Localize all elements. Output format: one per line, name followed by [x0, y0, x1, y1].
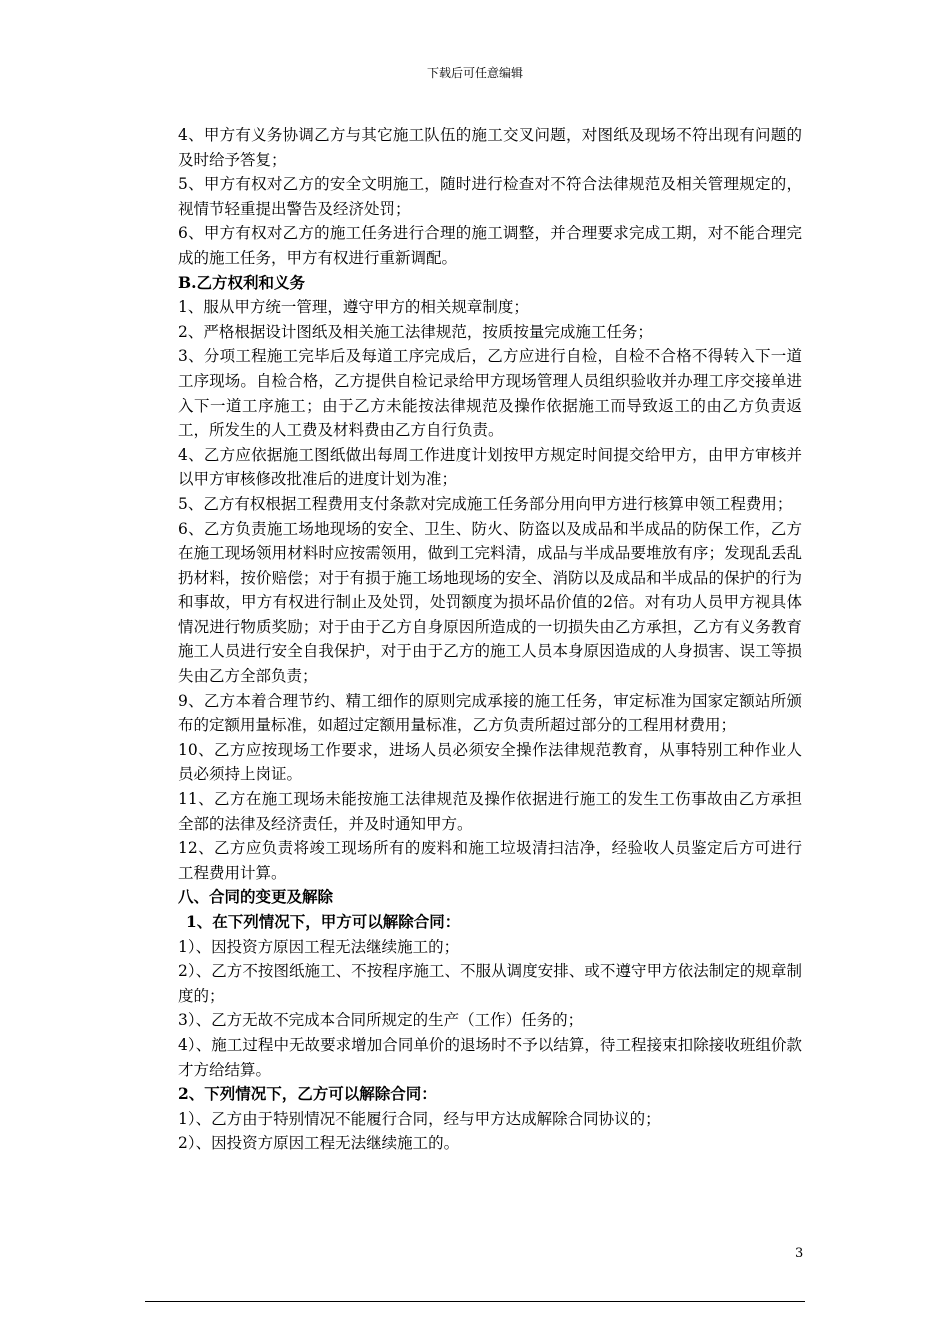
clause-b4: 4、乙方应依据施工图纸做出每周工作进度计划按甲方规定时间提交给甲方，由甲方审核并以甲方审核修改批准后的进度计划为准；: [178, 445, 802, 489]
clause-b10: 10、乙方应按现场工作要求，进场人员必须安全操作法律规范教育，从事特别工种作业人员必须持上岗证。: [178, 740, 802, 784]
subheading-party-b-termination: 2、下列情况下，乙方可以解除合同：: [178, 1084, 437, 1104]
termination-a-item-3: 3）、乙方无故不完成本合同所规定的生产（工作）任务的；: [178, 1011, 584, 1030]
termination-a-item-1: 1）、因投资方原因工程无法继续施工的；: [178, 937, 460, 956]
footer-divider: [145, 1301, 805, 1302]
clause-a5: 5、甲方有权对乙方的安全文明施工，随时进行检查对不符合法律规范及相关管理规定的，视情节轻重提出警告及经济处罚；: [178, 175, 802, 218]
clause-b1: 1、服从甲方统一管理，遵守甲方的相关规章制度；: [178, 298, 529, 317]
clause-b5: 5、乙方有权根据工程费用支付条款对完成施工任务部分用向甲方进行核算申领工程费用；: [178, 494, 793, 513]
section-heading-8: 八、合同的变更及解除: [178, 887, 334, 907]
clause-b9: 9、乙方本着合理节约、精工细作的原则完成承接的施工任务，审定标准为国家定额站所颁布的定额用量标准，如超过定额用量标准，乙方负责所超过部分的工程用材费用；: [178, 691, 802, 735]
termination-a-item-4: 4）、施工过程中无故要求增加合同单价的退场时不予以结算，待工程接束扣除接收班组价款才方给结算。: [178, 1035, 802, 1079]
section-heading-b: B.乙方权利和义务: [178, 272, 305, 292]
clause-b3: 3、分项工程施工完毕后及每道工序完成后，乙方应进行自检，自检不合格不得转入下一道工序现场。自检合格，乙方提供自检记录给甲方现场管理人员组织验收并办理工序交接单进入下一道工序施工；由于乙方未能按法律规范及操作依据施工而导致返工的由乙方负责返工，所发生的人工费及材料费由乙方自行负责。: [178, 347, 802, 440]
subheading-party-a-termination: 1、在下列情况下，甲方可以解除合同：: [186, 912, 461, 931]
termination-b-item-2: 2）、因投资方原因工程无法继续施工的。: [178, 1134, 460, 1153]
termination-b-item-1: 1）、乙方由于特别情况不能履行合同，经与甲方达成解除合同协议的；: [178, 1109, 661, 1128]
clause-b11: 11、乙方在施工现场未能按施工法律规范及操作依据进行施工的发生工伤事故由乙方承担全部的法律及经济责任，并及时通知甲方。: [178, 790, 802, 833]
page-number: 3: [795, 1246, 804, 1261]
clause-b12: 12、乙方应负责将竣工现场所有的废料和施工垃圾清扫洁净，经验收人员鉴定后方可进行工程费用计算。: [178, 839, 802, 882]
termination-a-item-2: 2）、乙方不按图纸施工、不按程序施工、不服从调度安排、或不遵守甲方依法制定的规章制度的；: [178, 962, 802, 1005]
clause-a4: 4、甲方有义务协调乙方与其它施工队伍的施工交叉问题，对图纸及现场不符出现有问题的及时给予答复；: [178, 126, 802, 169]
page-header: 下载后可任意编辑: [426, 66, 523, 80]
clause-b6: 6、乙方负责施工场地现场的安全、卫生、防火、防盗以及成品和半成品的防保工作，乙方在施工现场领用材料时应按需领用，做到工完料清，成品与半成品要堆放有序；发现乱丢乱扔材料，按价赔偿；对于有损于施工场地现场的安全、消防以及成品和半成品的保护的行为和事故，甲方有权进行制止及处罚，处罚额度为损坏品价值的2倍。对有功人员甲方视具体情况进行物质奖励；对于由于乙方自身原因所造成的一切损失由乙方承担，乙方有义务教育施工人员进行安全自我保护，对于由于乙方的施工人员本身原因造成的人身损害、误工等损失由乙方全部负责；: [178, 519, 802, 686]
clause-a6: 6、甲方有权对乙方的施工任务进行合理的施工调整，并合理要求完成工期，对不能合理完成的施工任务，甲方有权进行重新调配。: [178, 224, 802, 267]
document-body: [178, 123, 802, 1156]
clause-b2: 2、严格根据设计图纸及相关施工法律规范，按质按量完成施工任务；: [178, 322, 653, 341]
